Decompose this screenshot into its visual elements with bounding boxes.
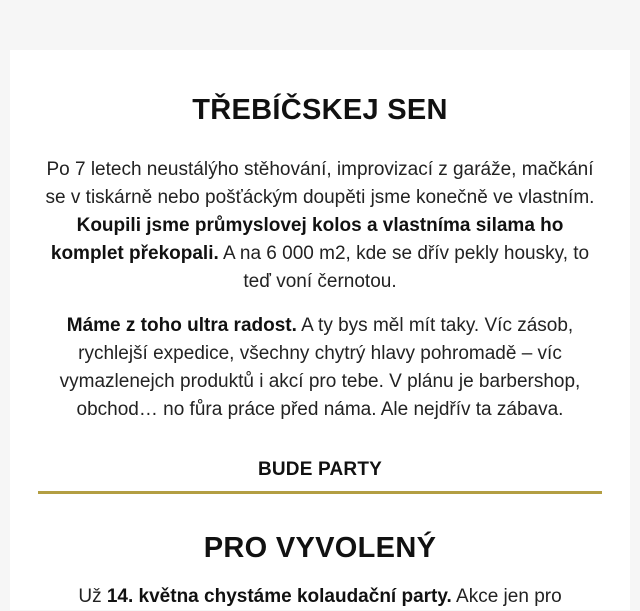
party-subhead: BUDE PARTY [257,459,383,480]
second-section-title: PRO VYVOLENÝ [203,532,437,564]
intro-paragraph [40,156,600,296]
intro-bold-text: Koupili jsme průmyslovej kolos a vlastníma silama ho komplet překopali. [50,215,564,264]
newsletter-card [10,50,630,610]
second-bold-text: Máme z toho ultra radost. [66,315,297,336]
second-paragraph-wrap [40,312,600,424]
third-lead-text: Už [78,586,107,607]
gold-divider [38,491,602,494]
section-title-wrap [10,94,630,127]
intro-tail-text: A na 6 000 m2, kde se dřív pekly housky, to teď voní černotou. [218,243,590,292]
third-paragraph [40,583,600,611]
intro-lead-text: Po 7 letech neustálýho stěhování, improvizací z garáže, mačkání se v tiskárně nebo pošťáckým doupěti jsme konečně ve vlastním. [45,159,595,208]
intro-paragraph-wrap [40,156,600,296]
second-tail-text: A ty bys měl mít taky. Víc zásob, rychlejší expedice, všechny chytrý hlavy pohromadě – víc vymazlenejch produktů i akcí pro tebe. V plánu je barbershop, obchod… no fůra práce před náma. Ale nejdřív ta zábava. [59,315,581,420]
party-subhead-wrap [10,459,630,481]
third-paragraph-wrap [40,583,600,611]
third-tail-text: Akce jen pro [451,586,562,607]
second-paragraph [40,312,600,424]
second-title-wrap [10,532,630,565]
section-title: TŘEBÍČSKEJ SEN [192,94,448,126]
third-bold-text: 14. května chystáme kolaudační party. [106,586,452,607]
